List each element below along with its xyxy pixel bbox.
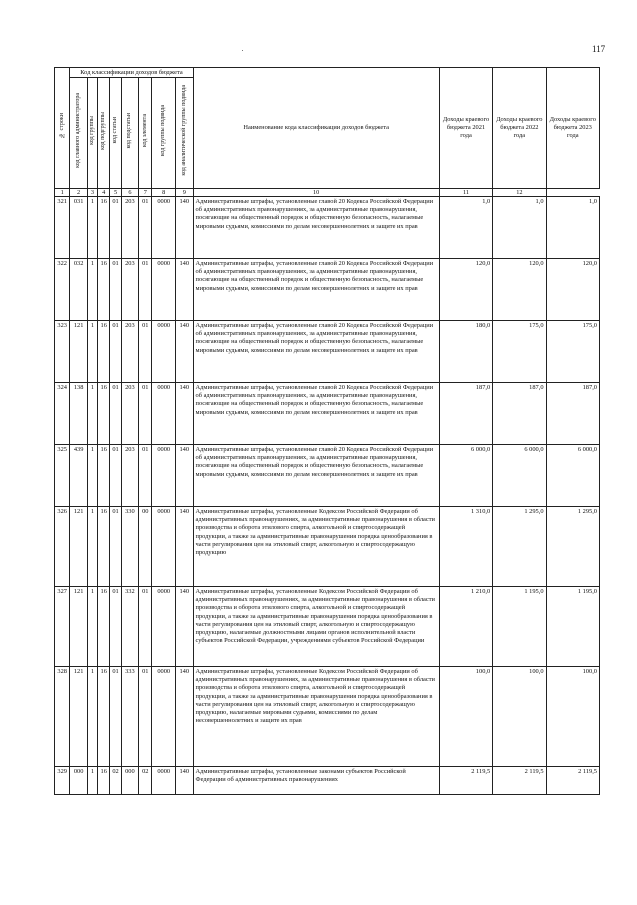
page-number: 117 <box>592 44 606 54</box>
row-code-cell: 138 <box>70 383 87 445</box>
row-code-cell: 203 <box>121 383 138 445</box>
row-amount-cell: 1 295,0 <box>493 507 546 587</box>
row-code-cell: 439 <box>70 445 87 507</box>
header-code-col: код элемента <box>139 78 152 189</box>
row-amount-cell: 175,0 <box>546 321 599 383</box>
table-row <box>55 259 600 321</box>
row-code-cell: 01 <box>110 259 121 321</box>
row-name-cell: Административные штрафы, установленные Кодексом Российской Федерации об административных правонарушениях, за административные правонарушения в области производства и оборота этилового спирта, алкогольной и спиртосодержащей продукции, а также за административные правонарушения порядка ценообразования в части регулирования цен на этиловый спирт, алкогольную и спиртосодержащую продукцию, налагаемые мировыми судьями, комиссиями по делам несовершеннолетних и защите их прав <box>193 667 439 767</box>
row-amount-cell: 120,0 <box>439 259 492 321</box>
row-code-cell: 16 <box>98 767 110 795</box>
row-code-cell: 1 <box>87 383 97 445</box>
column-index: 11 <box>439 189 492 197</box>
row-code-cell: 16 <box>98 321 110 383</box>
header-code-col: код статьи <box>110 78 121 189</box>
column-index: 6 <box>121 189 138 197</box>
row-code-cell: 01 <box>110 667 121 767</box>
row-amount-cell: 180,0 <box>439 321 492 383</box>
row-code-cell: 16 <box>98 507 110 587</box>
row-amount-cell: 6 000,0 <box>493 445 546 507</box>
header-code-col: код группы <box>87 78 97 189</box>
row-name-cell: Административные штрафы, установленные главой 20 Кодекса Российской Федерации об административных правонарушениях, за административные правонарушения, посягающие на общественный порядок и общественную безопасность, налагаемые мировыми судьями, комиссиями по делам несовершеннолетних и защите их прав <box>193 321 439 383</box>
row-code-cell: 140 <box>176 197 194 259</box>
column-index-row <box>55 189 600 197</box>
table-row <box>55 383 600 445</box>
row-number-cell: 328 <box>55 667 70 767</box>
row-code-cell: 02 <box>139 767 152 795</box>
row-code-cell: 0000 <box>152 667 176 767</box>
row-code-cell: 140 <box>176 259 194 321</box>
row-code-cell: 121 <box>70 507 87 587</box>
row-code-cell: 01 <box>139 383 152 445</box>
row-name-cell: Административные штрафы, установленные Кодексом Российской Федерации об административных правонарушениях, за административные правонарушения в области производства и оборота этилового спирта, алкогольной и спиртосодержащей продукции, а также за административные правонарушения порядка ценообразования в части регулирования цен на этиловый спирт, алкогольную и спиртосодержащую продукцию, налагаемые должностными лицами органов исполнительной власти субъектов Российской Федерации, учреждениями субъектов Российской Федерации <box>193 587 439 667</box>
row-code-cell: 121 <box>70 321 87 383</box>
table-row <box>55 445 600 507</box>
header-2023: Доходы краевого бюджета 2023 года <box>546 68 599 189</box>
row-amount-cell: 1,0 <box>546 197 599 259</box>
table-row <box>55 667 600 767</box>
revenue-table <box>54 67 600 795</box>
row-code-cell: 203 <box>121 445 138 507</box>
row-code-cell: 1 <box>87 259 97 321</box>
row-amount-cell: 187,0 <box>493 383 546 445</box>
row-number-cell: 323 <box>55 321 70 383</box>
row-name-cell: Административные штрафы, установленные главой 20 Кодекса Российской Федерации об административных правонарушениях, за административные правонарушения, посягающие на общественный порядок и общественную безопасность, налагаемые мировыми судьями, комиссиями по делам несовершеннолетних и защите их прав <box>193 197 439 259</box>
row-code-cell: 031 <box>70 197 87 259</box>
row-code-cell: 140 <box>176 321 194 383</box>
row-number-cell: 329 <box>55 767 70 795</box>
row-code-cell: 01 <box>139 321 152 383</box>
table-body <box>55 197 600 795</box>
row-code-cell: 000 <box>70 767 87 795</box>
row-code-cell: 1 <box>87 321 97 383</box>
row-code-cell: 203 <box>121 321 138 383</box>
header-code-col: код подстатьи <box>121 78 138 189</box>
row-code-cell: 0000 <box>152 767 176 795</box>
row-code-cell: 140 <box>176 445 194 507</box>
row-code-cell: 01 <box>139 197 152 259</box>
row-code-cell: 16 <box>98 667 110 767</box>
row-amount-cell: 1,0 <box>439 197 492 259</box>
row-amount-cell: 175,0 <box>493 321 546 383</box>
row-code-cell: 01 <box>139 259 152 321</box>
row-amount-cell: 1 195,0 <box>546 587 599 667</box>
header-code-col: код аналитической группы подвида <box>176 78 194 189</box>
header-2021: Доходы краевого бюджета 2021 года <box>439 68 492 189</box>
row-code-cell: 330 <box>121 507 138 587</box>
row-code-cell: 1 <box>87 587 97 667</box>
row-number-cell: 326 <box>55 507 70 587</box>
row-code-cell: 0000 <box>152 321 176 383</box>
row-amount-cell: 2 119,5 <box>546 767 599 795</box>
row-code-cell: 1 <box>87 507 97 587</box>
row-code-cell: 16 <box>98 587 110 667</box>
column-index: 3 <box>87 189 97 197</box>
row-code-cell: 032 <box>70 259 87 321</box>
row-amount-cell: 100,0 <box>493 667 546 767</box>
header-code-group: Код классификации доходов бюджета <box>70 68 193 78</box>
row-code-cell: 02 <box>110 767 121 795</box>
row-code-cell: 0000 <box>152 197 176 259</box>
row-code-cell: 1 <box>87 767 97 795</box>
row-amount-cell: 1,0 <box>493 197 546 259</box>
row-number-cell: 327 <box>55 587 70 667</box>
row-code-cell: 01 <box>110 197 121 259</box>
row-code-cell: 140 <box>176 767 194 795</box>
row-code-cell: 000 <box>121 767 138 795</box>
row-amount-cell: 1 295,0 <box>546 507 599 587</box>
row-code-cell: 1 <box>87 197 97 259</box>
row-code-cell: 16 <box>98 197 110 259</box>
row-code-cell: 332 <box>121 587 138 667</box>
header-group-row <box>55 68 600 78</box>
table-row <box>55 197 600 259</box>
header-code-col: код главного администратора <box>70 78 87 189</box>
row-code-cell: 203 <box>121 197 138 259</box>
row-code-cell: 01 <box>110 445 121 507</box>
row-amount-cell: 187,0 <box>439 383 492 445</box>
row-amount-cell: 6 000,0 <box>439 445 492 507</box>
row-amount-cell: 2 119,5 <box>493 767 546 795</box>
row-code-cell: 333 <box>121 667 138 767</box>
table-row <box>55 321 600 383</box>
row-code-cell: 01 <box>139 445 152 507</box>
row-code-cell: 0000 <box>152 587 176 667</box>
column-index: 9 <box>176 189 194 197</box>
table-row <box>55 507 600 587</box>
row-amount-cell: 6 000,0 <box>546 445 599 507</box>
row-number-cell: 325 <box>55 445 70 507</box>
scan-speck <box>242 50 243 51</box>
row-amount-cell: 1 310,0 <box>439 507 492 587</box>
row-code-cell: 01 <box>110 587 121 667</box>
row-code-cell: 0000 <box>152 383 176 445</box>
table-row <box>55 587 600 667</box>
row-code-cell: 01 <box>110 507 121 587</box>
row-code-cell: 121 <box>70 587 87 667</box>
column-index: 4 <box>98 189 110 197</box>
row-amount-cell: 1 210,0 <box>439 587 492 667</box>
row-code-cell: 1 <box>87 667 97 767</box>
row-code-cell: 0000 <box>152 445 176 507</box>
row-amount-cell: 1 195,0 <box>493 587 546 667</box>
row-number-cell: 321 <box>55 197 70 259</box>
row-code-cell: 01 <box>139 587 152 667</box>
column-index: 12 <box>493 189 546 197</box>
row-code-cell: 140 <box>176 667 194 767</box>
row-name-cell: Административные штрафы, установленные главой 20 Кодекса Российской Федерации об административных правонарушениях, за административные правонарушения, посягающие на общественный порядок и общественную безопасность, налагаемые мировыми судьями, комиссиями по делам несовершеннолетних и защите их прав <box>193 383 439 445</box>
column-index: 7 <box>139 189 152 197</box>
row-name-cell: Административные штрафы, установленные главой 20 Кодекса Российской Федерации об административных правонарушениях, за административные правонарушения, посягающие на общественный порядок и общественную безопасность, налагаемые мировыми судьями, комиссиями по делам несовершеннолетних и защите их прав <box>193 259 439 321</box>
header-name: Наименование кода классификации доходов бюджета <box>193 68 439 189</box>
row-code-cell: 1 <box>87 445 97 507</box>
row-name-cell: Административные штрафы, установленные Кодексом Российской Федерации об административных правонарушениях, за административные правонарушения в области производства и оборота этилового спирта, алкогольной и спиртосодержащей продукции, а также за административные правонарушения порядка ценообразования в части регулирования цен на этиловый спирт, алкогольную и спиртосодержащую продукцию <box>193 507 439 587</box>
row-code-cell: 0000 <box>152 259 176 321</box>
row-code-cell: 140 <box>176 587 194 667</box>
column-index: 8 <box>152 189 176 197</box>
column-index: 1 <box>55 189 70 197</box>
row-code-cell: 16 <box>98 445 110 507</box>
row-number-cell: 322 <box>55 259 70 321</box>
row-code-cell: 140 <box>176 507 194 587</box>
header-code-col: код группы подвида <box>152 78 176 189</box>
row-code-cell: 01 <box>110 321 121 383</box>
row-code-cell: 16 <box>98 259 110 321</box>
row-number-cell: 324 <box>55 383 70 445</box>
header-code-col: код подгруппы <box>98 78 110 189</box>
row-code-cell: 0000 <box>152 507 176 587</box>
row-amount-cell: 120,0 <box>493 259 546 321</box>
row-amount-cell: 100,0 <box>439 667 492 767</box>
row-code-cell: 01 <box>110 383 121 445</box>
row-code-cell: 16 <box>98 383 110 445</box>
row-amount-cell: 100,0 <box>546 667 599 767</box>
table-row <box>55 767 600 795</box>
row-amount-cell: 120,0 <box>546 259 599 321</box>
column-index: 2 <box>70 189 87 197</box>
row-amount-cell: 2 119,5 <box>439 767 492 795</box>
column-index: 10 <box>193 189 439 197</box>
header-2022: Доходы краевого бюджета 2022 года <box>493 68 546 189</box>
row-code-cell: 203 <box>121 259 138 321</box>
row-code-cell: 121 <box>70 667 87 767</box>
row-code-cell: 00 <box>139 507 152 587</box>
row-name-cell: Административные штрафы, установленные главой 20 Кодекса Российской Федерации об административных правонарушениях, за административные правонарушения, посягающие на общественный порядок и общественную безопасность, налагаемые мировыми судьями, комиссиями по делам несовершеннолетних и защите их прав <box>193 445 439 507</box>
row-code-cell: 01 <box>139 667 152 767</box>
row-amount-cell: 187,0 <box>546 383 599 445</box>
row-name-cell: Административные штрафы, установленные законами субъектов Российской Федерации об административных правонарушениях <box>193 767 439 795</box>
column-index: 5 <box>110 189 121 197</box>
row-code-cell: 140 <box>176 383 194 445</box>
header-row-no: № строки <box>55 68 70 189</box>
